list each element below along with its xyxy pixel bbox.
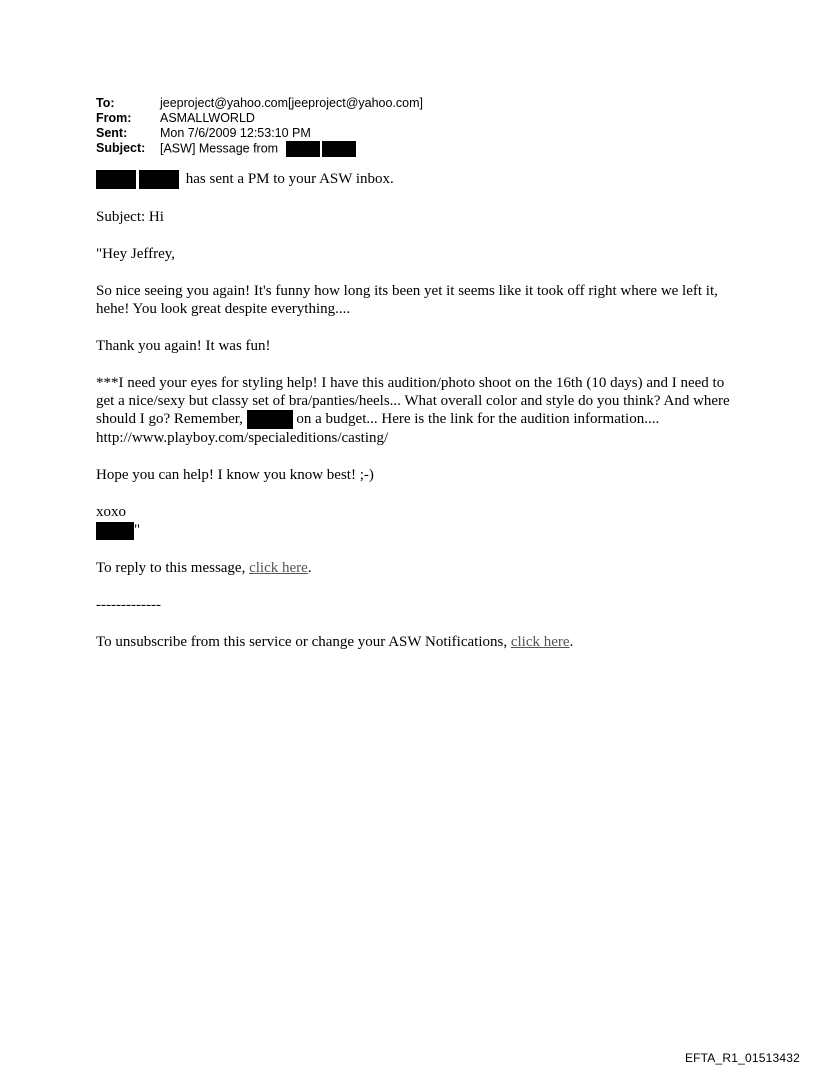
sent-value: Mon 7/6/2009 12:53:10 PM (160, 126, 311, 140)
intro-text: has sent a PM to your ASW inbox. (185, 171, 394, 187)
subject-row (96, 141, 423, 157)
greeting: "Hey Jeffrey, (96, 246, 176, 263)
to-row (96, 96, 423, 111)
signoff: xoxo (96, 504, 126, 521)
paragraph-3 (96, 374, 736, 447)
redaction-block (286, 141, 320, 157)
redaction-block (322, 141, 356, 157)
document-id: EFTA_R1_01513432 (684, 1051, 800, 1065)
to-label: To: (96, 96, 115, 110)
reply-link[interactable]: click here (249, 559, 308, 576)
sent-label: Sent: (96, 126, 128, 140)
sent-row (96, 126, 423, 141)
subject-value (160, 141, 358, 157)
subject-text: [ASW] Message from (160, 141, 279, 156)
separator: ------------- (96, 596, 161, 613)
message-body (96, 170, 736, 670)
unsubscribe-end: . (569, 633, 574, 650)
to-value: jeeproject@yahoo.com[jeeproject@yahoo.com] (160, 96, 424, 110)
email-header (96, 96, 423, 157)
reply-end: . (307, 559, 312, 576)
signature-block (96, 503, 736, 540)
from-label: From: (96, 111, 132, 125)
reply-line (96, 559, 736, 577)
intro-paragraph (96, 170, 736, 189)
paragraph-3-before: ***I need your eyes for styling help! I have this audition/photo shoot on the 16th (10 days) and I need to get a nice/sexy but classy set of bra/panties/heels... What overall color and style do you think? And where should I go? Remember, (96, 375, 730, 428)
paragraph-4: Hope you can help! I know you know best! ;-) (96, 467, 374, 484)
paragraph-1: So nice seeing you again! It's funny how long its been yet it seems like it took off right where we left it, hehe! You look great despite everything.... (96, 283, 718, 318)
paragraph-2: Thank you again! It was fun! (96, 338, 271, 355)
from-value: ASMALLWORLD (160, 111, 255, 125)
paragraph-3-after: on a budget... Here is the link for the audition information.... http://www.playboy.com/specialeditions/casting/ (96, 411, 660, 447)
redaction-block (96, 522, 134, 540)
message-subject-line: Subject: Hi (96, 209, 164, 226)
from-row (96, 111, 423, 126)
redaction-block (247, 410, 293, 429)
closing-quote: " (134, 522, 141, 539)
unsubscribe-text: To unsubscribe from this service or change your ASW Notifications, (96, 633, 508, 650)
reply-text: To reply to this message, (96, 559, 246, 576)
subject-label: Subject: (96, 141, 146, 155)
unsubscribe-line (96, 633, 736, 651)
redaction-block (96, 170, 136, 189)
redaction-block (139, 170, 179, 189)
unsubscribe-link[interactable]: click here (510, 633, 570, 650)
